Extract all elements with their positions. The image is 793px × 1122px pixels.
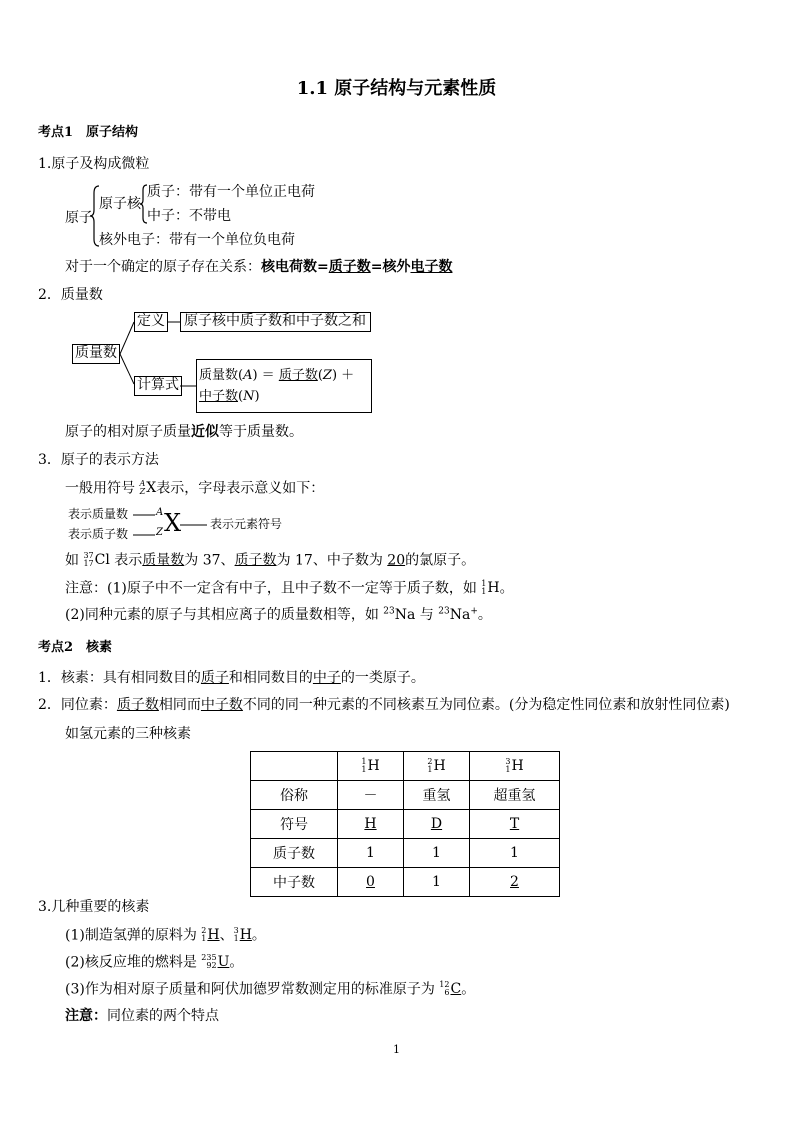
- notation-diagram-X: X: [164, 509, 182, 537]
- page-title: 1.1 原子结构与元素性质: [296, 78, 497, 99]
- table-cell: D: [404, 810, 470, 839]
- charge-relation: 对于一个确定的原子存在关系：核电荷数=质子数=核外电子数: [65, 259, 453, 275]
- nucleus-label: 原子核: [99, 196, 141, 212]
- electron-description: 核外电子：带有一个单位负电荷: [99, 232, 295, 248]
- hydrogen-nuclides-intro: 如氢元素的三种核素: [65, 726, 191, 742]
- atom-label: 原子: [65, 210, 93, 226]
- hydrogen-isotope-table: [250, 751, 560, 897]
- table-cell: 1: [338, 839, 404, 868]
- subheading-atom-notation: 3．原子的表示方法: [38, 452, 159, 468]
- nuclide-definition: 1．核素：具有相同数目的质子和相同数目的中子的一类原子。: [38, 670, 425, 686]
- table-row: [251, 810, 560, 839]
- table-cell: 1: [404, 868, 470, 897]
- row-label: 俗称: [251, 781, 338, 810]
- note-neutron: 注意：(1)原子中不一定含有中子，且中子数不一定等于质子数，如 1 1 H 。: [65, 579, 514, 597]
- table-cell: 重氢: [404, 781, 470, 810]
- table-cell: 0: [338, 868, 404, 897]
- table-row: [251, 868, 560, 897]
- notation-diagram-A: A: [156, 507, 164, 518]
- formula-line-2: 中子数(N): [199, 389, 260, 404]
- table-cell: －: [338, 781, 404, 810]
- isotope-features-note: 注意：同位素的两个特点: [65, 1008, 219, 1024]
- table-header: 3 1 H: [470, 752, 560, 781]
- table-cell: 超重氢: [470, 781, 560, 810]
- chlorine-example: 如 37 17 Cl 表示质量数为 37、质子数为 17、中子数为 20的氯原子。: [65, 551, 476, 569]
- row-label: 质子数: [251, 839, 338, 868]
- notation-diagram-Z: Z: [156, 527, 163, 538]
- notation-intro: 一般用符号 A Z X 表示，字母表示意义如下：: [65, 479, 325, 497]
- table-cell: 1: [404, 839, 470, 868]
- relative-mass-note: 原子的相对原子质量近似等于质量数。: [65, 424, 303, 440]
- row-label: 符号: [251, 810, 338, 839]
- subheading-important-nuclides: 3.几种重要的核素: [38, 899, 150, 915]
- row-label: 中子数: [251, 868, 338, 897]
- table-cell: 1: [470, 839, 560, 868]
- subheading-atom-particles: 1.原子及构成微粒: [38, 156, 150, 172]
- notation-diagram-mass-label: 表示质量数: [68, 507, 129, 521]
- table-header-empty: [251, 752, 338, 781]
- table-cell: T: [470, 810, 560, 839]
- table-cell: H: [338, 810, 404, 839]
- isotope-definition: 2．同位素：质子数相同而中子数不同的同一种元素的不同核素互为同位素。(分为稳定性同位素和放射性同位素): [38, 697, 730, 713]
- table-cell: 2: [470, 868, 560, 897]
- nuclide-item-reactor-fuel: (2)核反应堆的燃料是 235 92 U 。: [65, 953, 244, 971]
- nuclide-item-hydrogen-bomb: (1)制造氢弹的原料为 2 1 H 、 3 1 H 。: [65, 926, 266, 944]
- proton-description: 质子：带有一个单位正电荷: [147, 184, 315, 200]
- table-row: [251, 781, 560, 810]
- section-heading-kp2: 考点2 核素: [38, 640, 113, 655]
- section-heading-kp1: 考点1 原子结构: [38, 125, 139, 140]
- table-row: [251, 839, 560, 868]
- neutron-description: 中子：不带电: [147, 208, 231, 224]
- table-header: 1 1 H: [338, 752, 404, 781]
- page-number: 1: [393, 1043, 400, 1056]
- formula-line-1: 质量数(A) ＝ 质子数(Z) ＋: [199, 368, 355, 383]
- note-ion-mass: (2)同种元素的原子与其相应离子的质量数相等，如 $^{23}$Na 与 $^{23}$Na+。: [65, 606, 492, 623]
- definition-label: 定义: [137, 313, 165, 329]
- definition-text: 原子核中质子数和中子数之和: [184, 313, 366, 329]
- table-header: 2 1 H: [404, 752, 470, 781]
- subheading-mass-number: 2．质量数: [38, 287, 103, 303]
- mass-number-label: 质量数: [75, 345, 117, 361]
- notation-diagram-element-label: 表示元素符号: [210, 517, 283, 531]
- notation-diagram-proton-label: 表示质子数: [68, 527, 129, 541]
- table-header-row: [251, 752, 560, 781]
- formula-label: 计算式: [137, 377, 179, 393]
- nuclide-item-standard-atom: (3)作为相对原子质量和阿伏加德罗常数测定用的标准原子为 12 6 C 。: [65, 980, 476, 998]
